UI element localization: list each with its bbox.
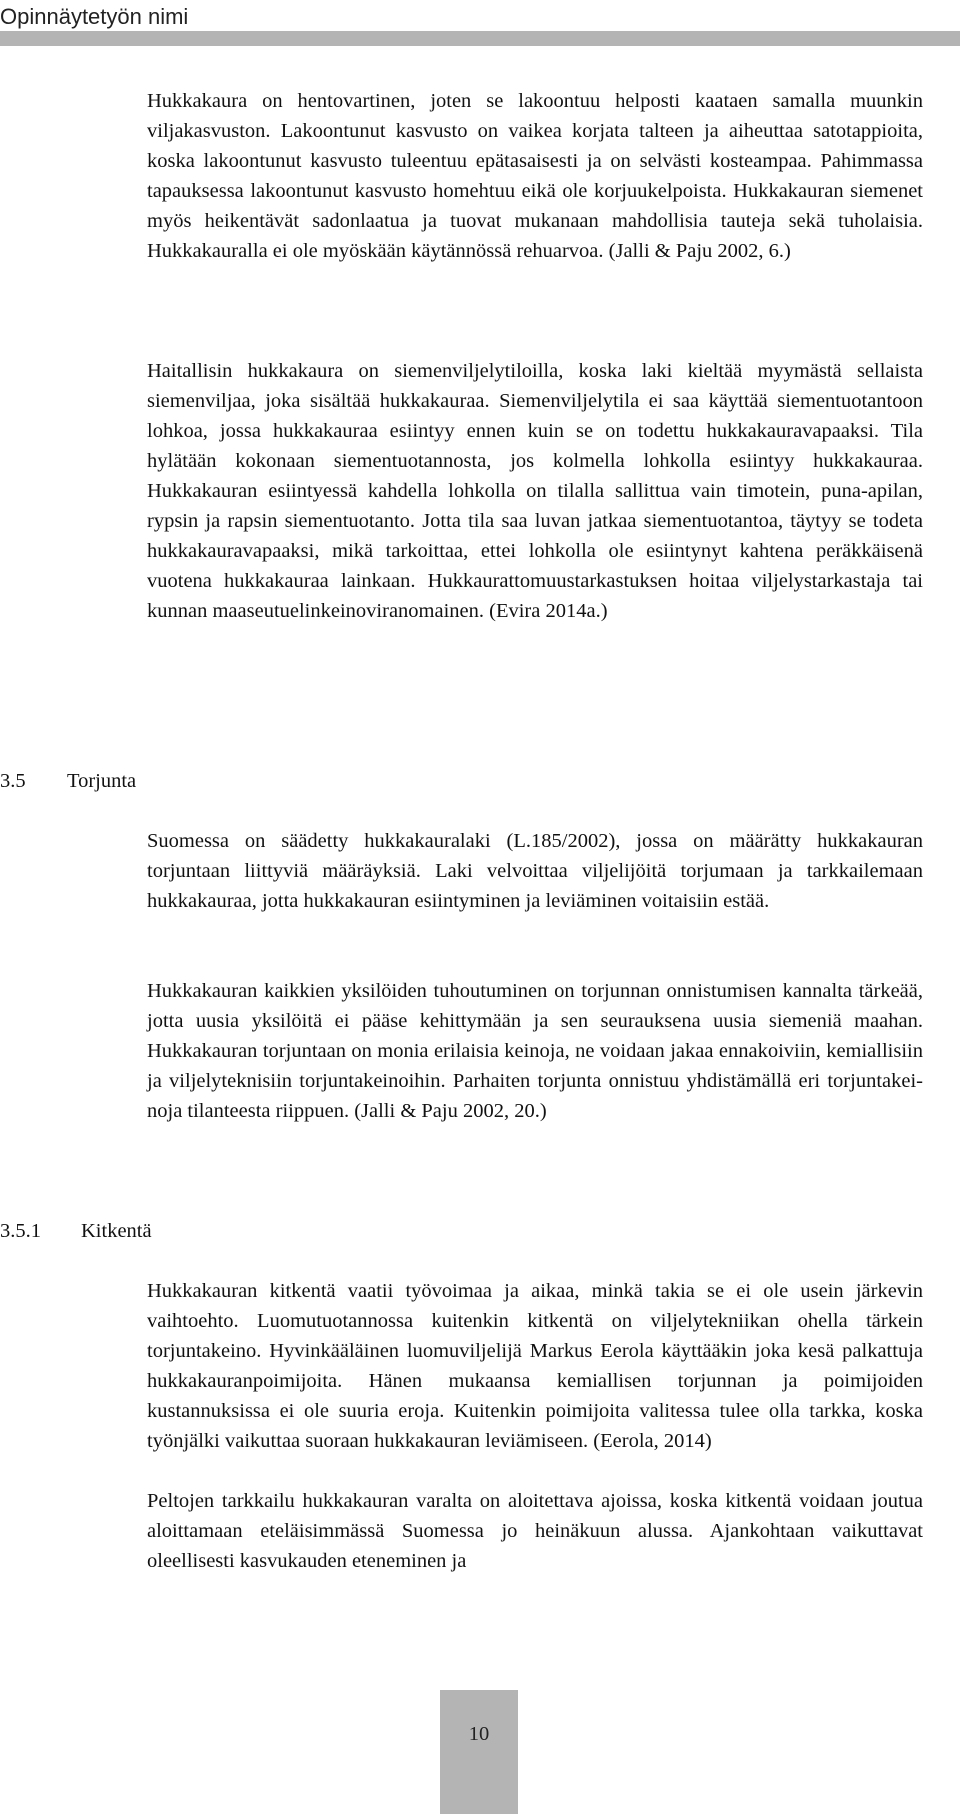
- section-title: Kitkentä: [81, 1220, 152, 1242]
- paragraph-5: Hukkakauran kitkentä vaatii työvoimaa ja aikaa, minkä takia se ei ole usein järkevin vaihtoehto. Luomutuotannossa kuitenkin kitkentä on viljelytekniikan ohella tärkein torjuntakeino. Hyvinkääläinen luomuviljelijä Markus Eerola käyttääkin joka kesä palkattuja hukkakauranpoimijoita. Hänen mukaansa kemiallisen torjunnan ja poimijoiden kustannuksissa ei ole suuria eroja. Kuitenkin poimijoita valitessa tulee olla tarkka, koska työnjälki vaikuttaa suoraan hukkakauran leviämiseen. (Eerola, 2014): [147, 1280, 923, 1452]
- section-number: 3.5: [0, 770, 26, 792]
- document-header-title: Opinnäytetyön nimi: [0, 4, 189, 29]
- page-number-box: [440, 1690, 518, 1814]
- section-heading-3-5-1: [0, 1216, 152, 1246]
- paragraph-1: Hukkakaura on hentovartinen, joten se lakoontuu helposti kaataen samalla muunkin viljakasvuston. Lakoontunut kasvusto on vaikea korjata talteen ja aiheuttaa satotappioita, koska lakoontunut kasvusto tuleentuu epätasaisesti ja on selvästi kosteampaa. Pahimmassa tapauksessa lakoontunut kasvusto homehtuu eikä ole korjuukelpoista. Hukkakauran siemenet myös heikentävät sadonlaatua ja tuovat mukanaan mahdollisia tauteja sekä tuholaisia. Hukkakauralla ei ole myöskään käytännössä rehuarvoa. (Jalli & Paju 2002, 6.): [147, 90, 923, 262]
- section-number: 3.5.1: [0, 1220, 41, 1242]
- header-rule: [0, 31, 960, 46]
- paragraph-2: Haitallisin hukkakaura on siemenviljelytiloilla, koska laki kieltää myymästä sellaista siemenviljaa, joka sisältää hukkakauraa. Siemenviljelytila ei saa käyttää siementuotantoon lohkoa, jossa hukkakauraa esiintyy ennen kuin se on todettu hukkakauravapaaksi. Tila hylätään kokonaan siementuotannosta, jos kolmella lohkolla esiintyy hukkakauraa. Hukkakauran esiintyessä kahdella lohkolla on tilalla sallittua vain timotein, puna-apilan, rypsin ja rapsin siementuotanto. Jotta tila saa luvan jatkaa siementuotantoa, täytyy se todeta hukkakauravapaaksi, mikä tarkoittaa, ettei lohkolla ole esiintynyt kahtena peräkkäisenä vuotena hukkakauraa lainkaan. Hukkaurattomuustarkastuksen hoitaa viljelystarkastaja tai kunnan maaseutuelinkeinoviranomainen. (Evira 2014a.): [147, 360, 923, 622]
- paragraph-3: Suomessa on säädetty hukkakauralaki (L.185/2002), jossa on määrätty hukkakauran torjuntaan liittyviä määräyksiä. Laki velvoittaa viljelijöitä torjumaan ja tarkkailemaan hukkakauraa, jotta hukkakauran esiintyminen ja leviäminen voitaisiin estää.: [147, 830, 923, 912]
- section-title: Torjunta: [67, 770, 137, 792]
- paragraph-6: Peltojen tarkkailu hukkakauran varalta on aloitettava ajoissa, koska kitkentä voidaan joutua aloittamaan eteläisimmässä Suomessa jo heinäkuun alussa. Ajankohtaan vaikuttavat oleellisesti kasvukauden eteneminen ja: [147, 1490, 923, 1572]
- paragraph-4: Hukkakauran kaikkien yksilöiden tuhoutuminen on torjunnan onnistumisen kannalta tärkeää, jotta uusia yksilöitä ei pääse kehittymään ja sen seurauksena uusia siemeniä maahan. Hukkakauran torjuntaan on monia erilaisia keinoja, ne voidaan jakaa ennakoiviin, kemiallisiin ja viljelyteknisiin torjuntakeinoihin. Parhaiten torjunta onnistuu yhdistämällä eri torjuntakeinoja tilanteesta riippuen. (Jalli & Paju 2002, 20.): [147, 980, 923, 1122]
- section-heading-3-5: [0, 766, 136, 796]
- page-number: 10: [468, 1723, 490, 1745]
